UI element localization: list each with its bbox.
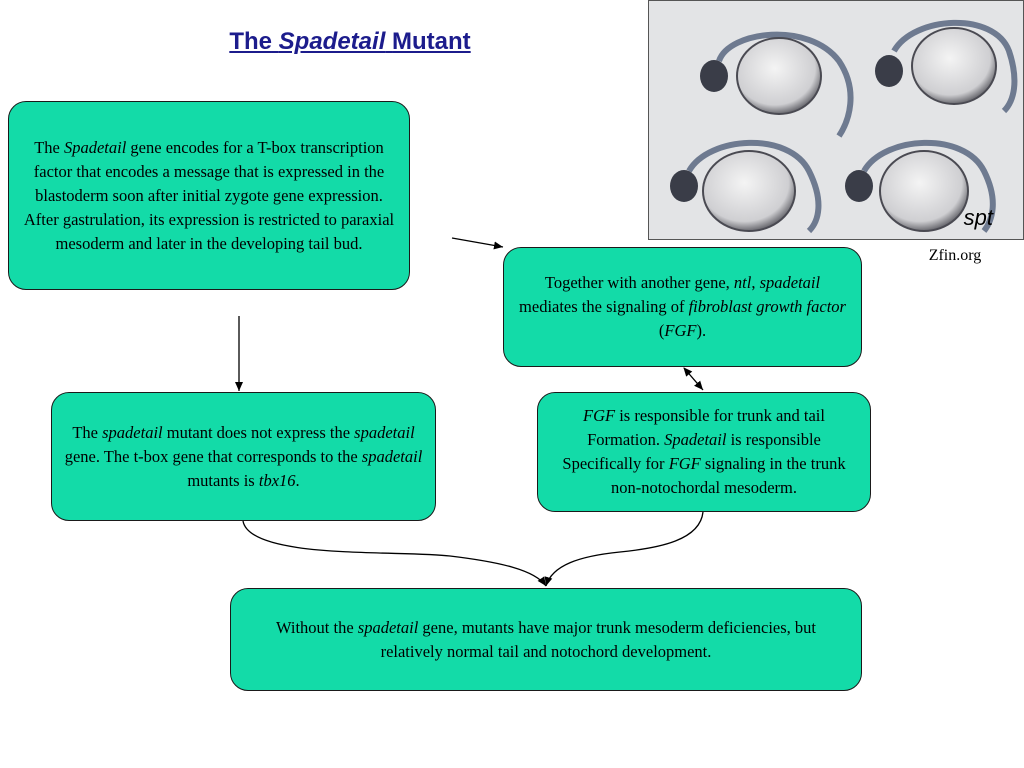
box-fgf-responsibility	[537, 392, 871, 512]
title-italic: Spadetail	[278, 28, 386, 55]
photo-credit: Zfin.org	[928, 247, 982, 264]
box-mutant-outcome	[230, 588, 862, 691]
title-suffix: Mutant	[392, 28, 471, 55]
box-spadetail-mutant	[51, 392, 436, 521]
arrow-box1-to-box2	[452, 238, 503, 247]
curve-box4-to-box5	[546, 512, 703, 586]
box2-text: Together with another gene, ntl, spadetail mediates the signaling of fibroblast growth factor (FGF).	[519, 273, 846, 340]
box1-text: The Spadetail gene encodes for a T-box transcription factor that encodes a message that is expressed in the blastoderm soon after initial zygote gene expression. After gastrulation, its expression is restricted to paraxial mesoderm and later in the developing tail bud.	[23, 137, 395, 253]
box-spadetail-gene	[8, 101, 410, 290]
box-ntl-fgf-signaling	[503, 247, 862, 367]
arrow-box2-box4	[684, 368, 703, 390]
photo-label: spt	[963, 205, 993, 230]
title-prefix: The	[229, 28, 272, 55]
curve-box3-to-box5	[243, 521, 546, 586]
box4-text: FGF is responsible for trunk and tail Formation. Spadetail is responsible Specifically for FGF signaling in the trunk non-notochordal mesoderm.	[562, 406, 846, 497]
box5-text: Without the spadetail gene, mutants have major trunk mesoderm deficiencies, but relatively normal tail and notochord development.	[275, 617, 817, 661]
box3-text: The spadetail mutant does not express the spadetail gene. The t-box gene that corresponds to the spadetail mutants is tbx16.	[64, 422, 423, 490]
